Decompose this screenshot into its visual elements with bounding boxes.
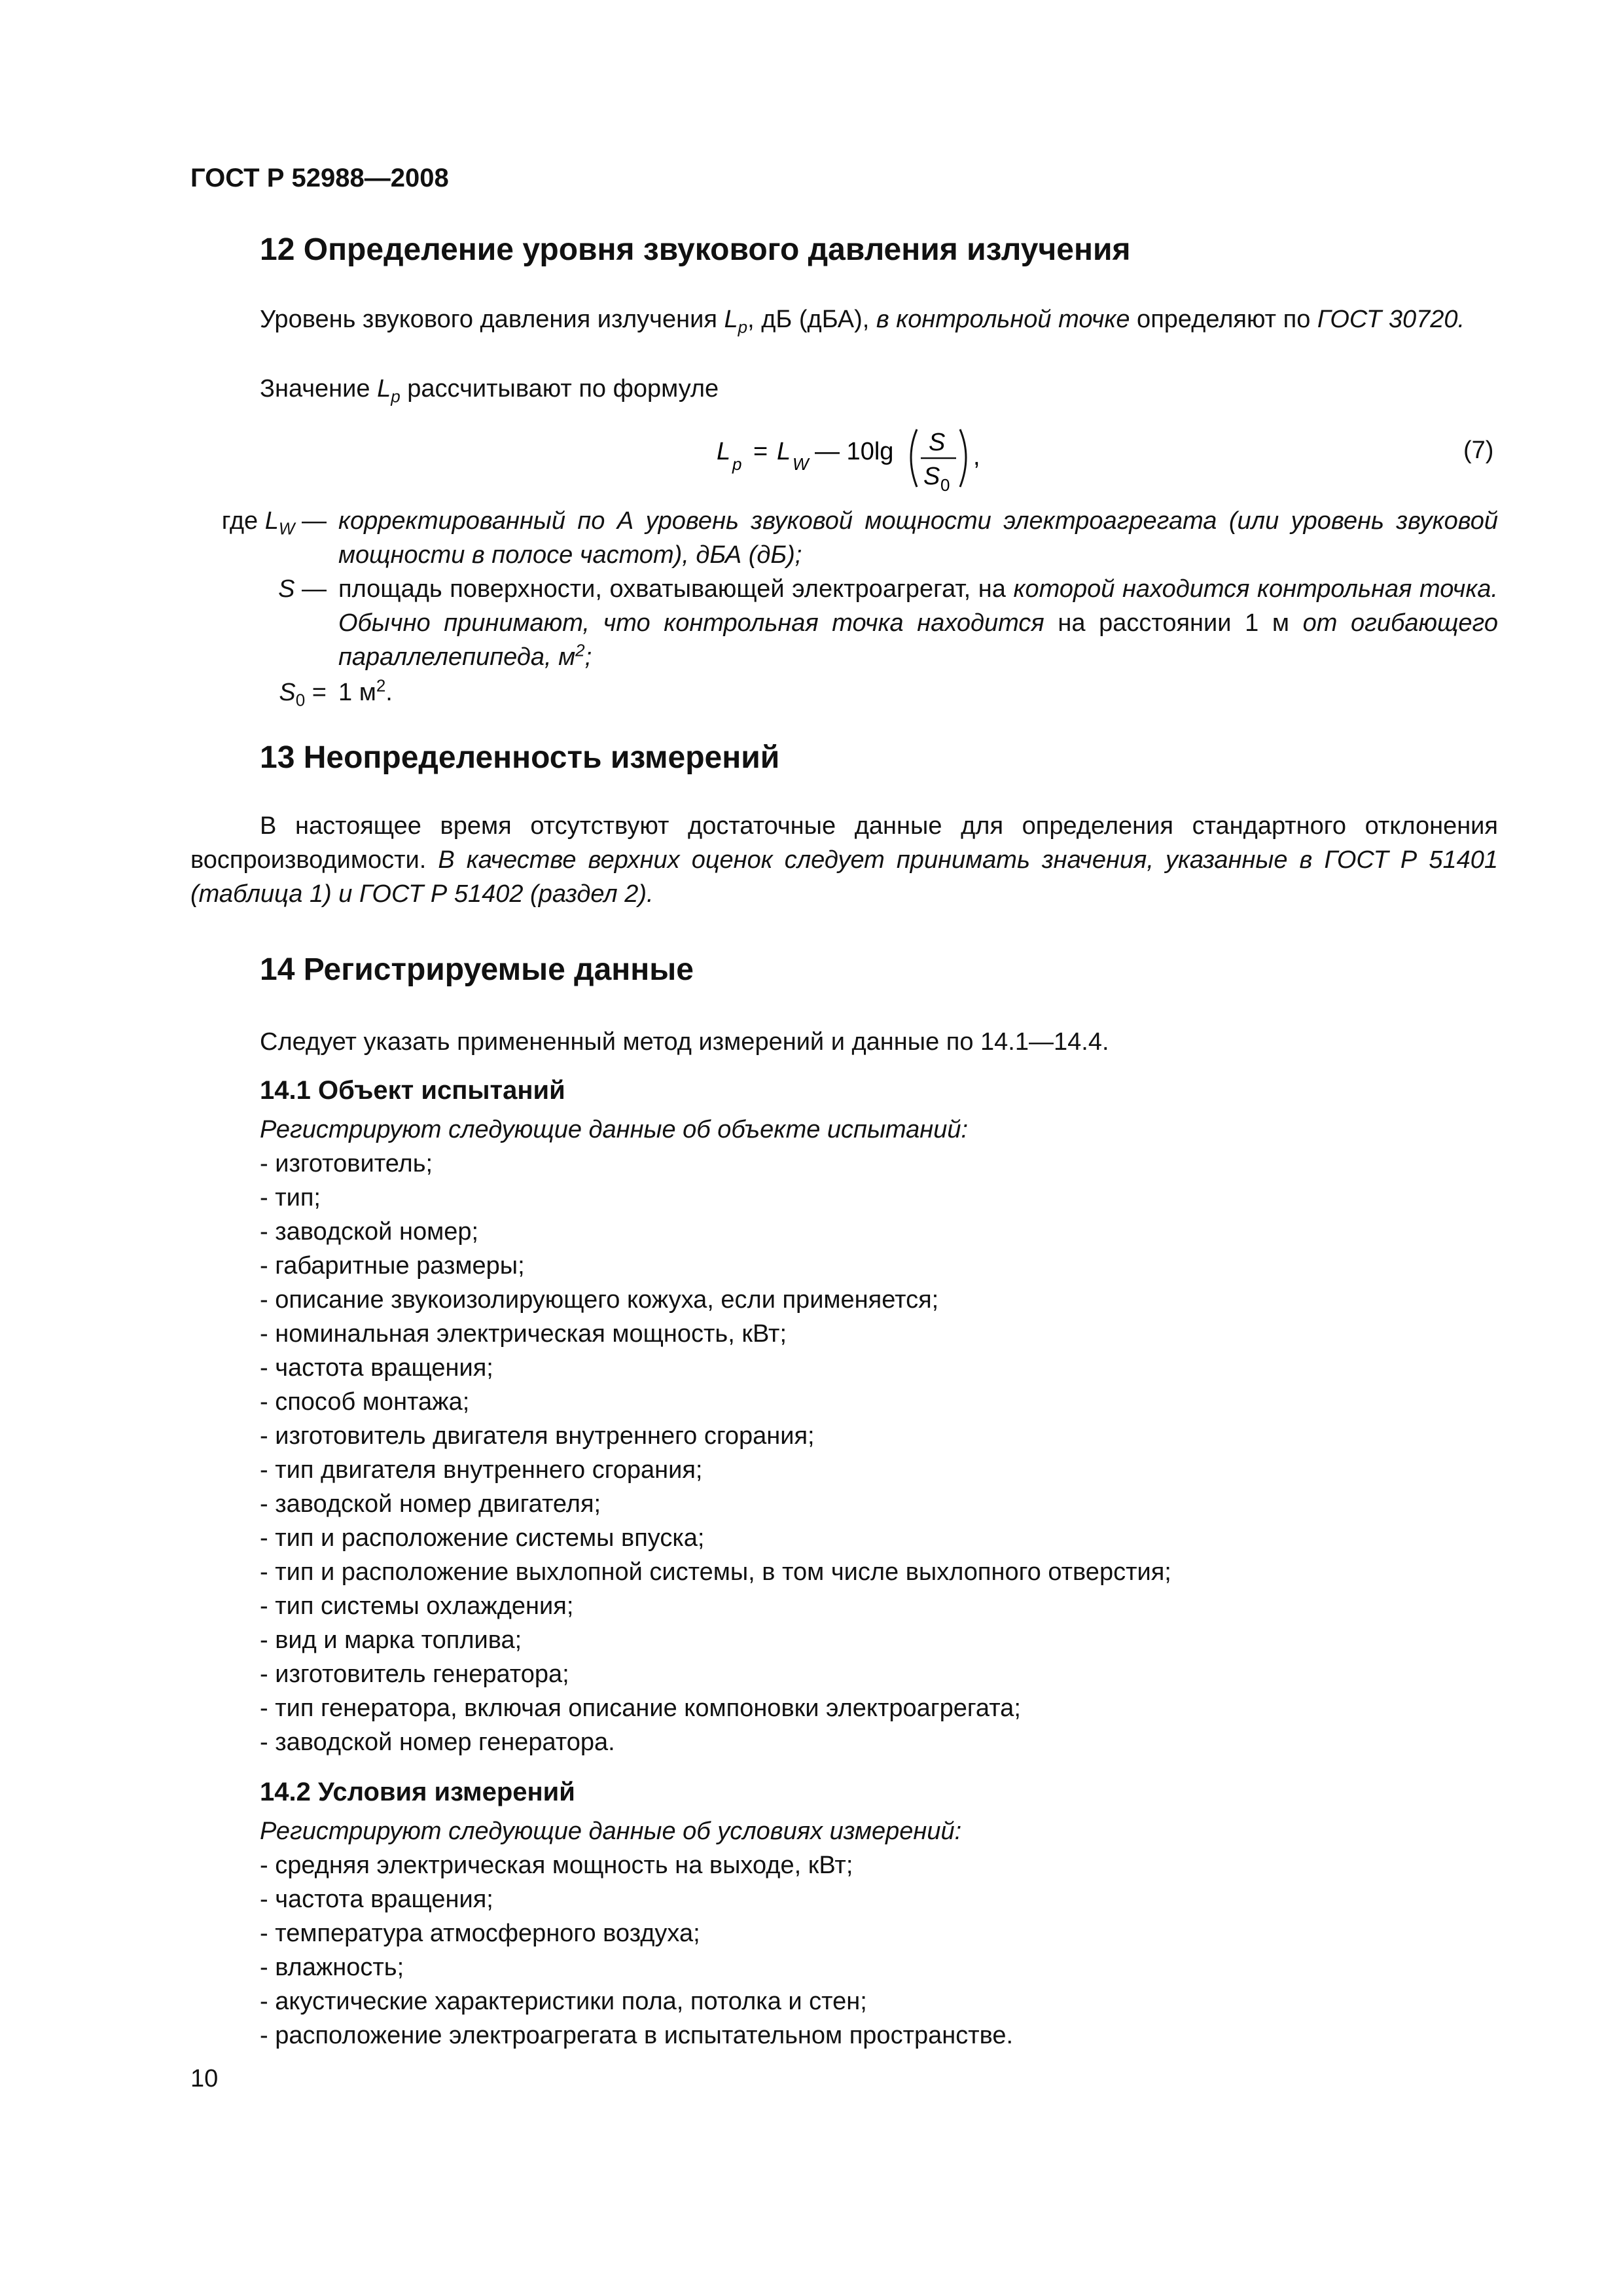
where-symbol: S —: [278, 575, 327, 603]
list-item: - тип и расположение выхлопной системы, в том числе выхлопного отверстия;: [260, 1558, 1171, 1586]
page-number: 10: [190, 2065, 219, 2092]
formula-right-paren: [960, 429, 966, 487]
where-symbol: $S_0$ =: [279, 679, 327, 710]
where-symbol: где $L_W$ —: [221, 507, 327, 539]
where-description: 1 $м^2$.: [338, 675, 393, 706]
list-item: - средняя электрическая мощность на выходе, кВт;: [260, 1852, 853, 1879]
formula-comma: ,: [973, 443, 980, 471]
list-item: - описание звукоизолирующего кожуха, если применяется;: [260, 1286, 939, 1314]
list-item: - номинальная электрическая мощность, кВт;: [260, 1320, 787, 1348]
list-item: - изготовитель генератора;: [260, 1660, 569, 1688]
list-item: - акустические характеристики пола, потолка и стен;: [260, 1988, 867, 2015]
section-13-paragraph: В настоящее время отсутствуют достаточные данные для определения стандартного отклонения воспроизводимости. В качестве верхних оценок следует принимать значения, указанные в ГОСТ Р 51401 (таблица 1) и ГОСТ Р 51402 (раздел 2).: [190, 812, 1498, 908]
formula-rhs-sub: W: [793, 454, 809, 474]
subsection-14-1-lead: Регистрируют следующие данные об объекте испытаний:: [260, 1116, 969, 1143]
formula-numerator: S: [929, 429, 946, 456]
formula-equals: =: [753, 438, 768, 465]
section-12-title: 12 Определение уровня звукового давления излучения: [260, 232, 1131, 267]
list-item: - температура атмосферного воздуха;: [260, 1920, 700, 1947]
formula-lhs-sub: p: [732, 454, 742, 474]
subsection-14-2-title: 14.2 Условия измерений: [260, 1778, 575, 1806]
list-item: - тип;: [260, 1184, 321, 1211]
list-item: - заводской номер двигателя;: [260, 1490, 601, 1518]
formula-minus-log: — 10lg: [815, 438, 894, 465]
formula-left-paren: [911, 429, 917, 487]
section-14-intro: Следует указать примененный метод измерений и данные по 14.1—14.4.: [260, 1028, 1109, 1056]
section-14-title: 14 Регистрируемые данные: [260, 952, 694, 987]
section-13-title: 13 Неопределенность измерений: [260, 740, 780, 775]
formula-denominator-sub: 0: [940, 475, 950, 495]
list-item: - вид и марка топлива;: [260, 1626, 522, 1654]
subsection-14-2-list: [260, 1848, 1497, 2053]
section-12-paragraph-1: Уровень звукового давления излучения $L_p$, дБ (дБА), в контрольной точке определяют по ГОСТ 30720.: [260, 306, 1465, 337]
subsection-14-1-title: 14.1 Объект испытаний: [260, 1076, 565, 1105]
list-item: - тип и расположение системы впуска;: [260, 1524, 705, 1552]
list-item: - влажность;: [260, 1954, 404, 1981]
list-item: - частота вращения;: [260, 1354, 493, 1382]
list-item: - заводской номер генератора.: [260, 1729, 615, 1756]
list-item: - габаритные размеры;: [260, 1252, 525, 1280]
section-12-paragraph-2: Значение $L_p$ рассчитывают по формуле: [260, 375, 719, 406]
list-item: - изготовитель двигателя внутреннего сгорания;: [260, 1422, 815, 1450]
list-item: - изготовитель;: [260, 1150, 433, 1177]
list-item: - расположение электроагрегата в испытательном пространстве.: [260, 2022, 1014, 2049]
list-item: - способ монтажа;: [260, 1388, 470, 1416]
formula-lhs: L: [717, 438, 731, 465]
formula-7: [717, 419, 991, 504]
subsection-14-1-list: [260, 1147, 1497, 1759]
list-item: - тип двигателя внутреннего сгорания;: [260, 1456, 703, 1484]
formula-denominator: S: [923, 463, 940, 490]
document-code: ГОСТ Р 52988—2008: [190, 164, 449, 192]
list-item: - заводской номер;: [260, 1218, 479, 1246]
subsection-14-2-lead: Регистрируют следующие данные об условиях измерений:: [260, 1818, 962, 1845]
where-description: площадь поверхности, охватывающей электроагрегат, на которой находится контрольная точка. Обычно принимают, что контрольная точка находится на расстоянии 1 м от огибающего параллелепипеда, $м^2$;: [338, 575, 1498, 671]
formula-number: (7): [1463, 437, 1494, 464]
where-description: корректированный по А уровень звуковой мощности электроагрегата (или уровень звуковой мощности в полосе частот), дБА (дБ);: [338, 507, 1498, 569]
list-item: - тип системы охлаждения;: [260, 1592, 574, 1620]
list-item: - частота вращения;: [260, 1886, 493, 1913]
formula-rhs: L: [777, 438, 791, 465]
list-item: - тип генератора, включая описание компоновки электроагрегата;: [260, 1695, 1021, 1722]
